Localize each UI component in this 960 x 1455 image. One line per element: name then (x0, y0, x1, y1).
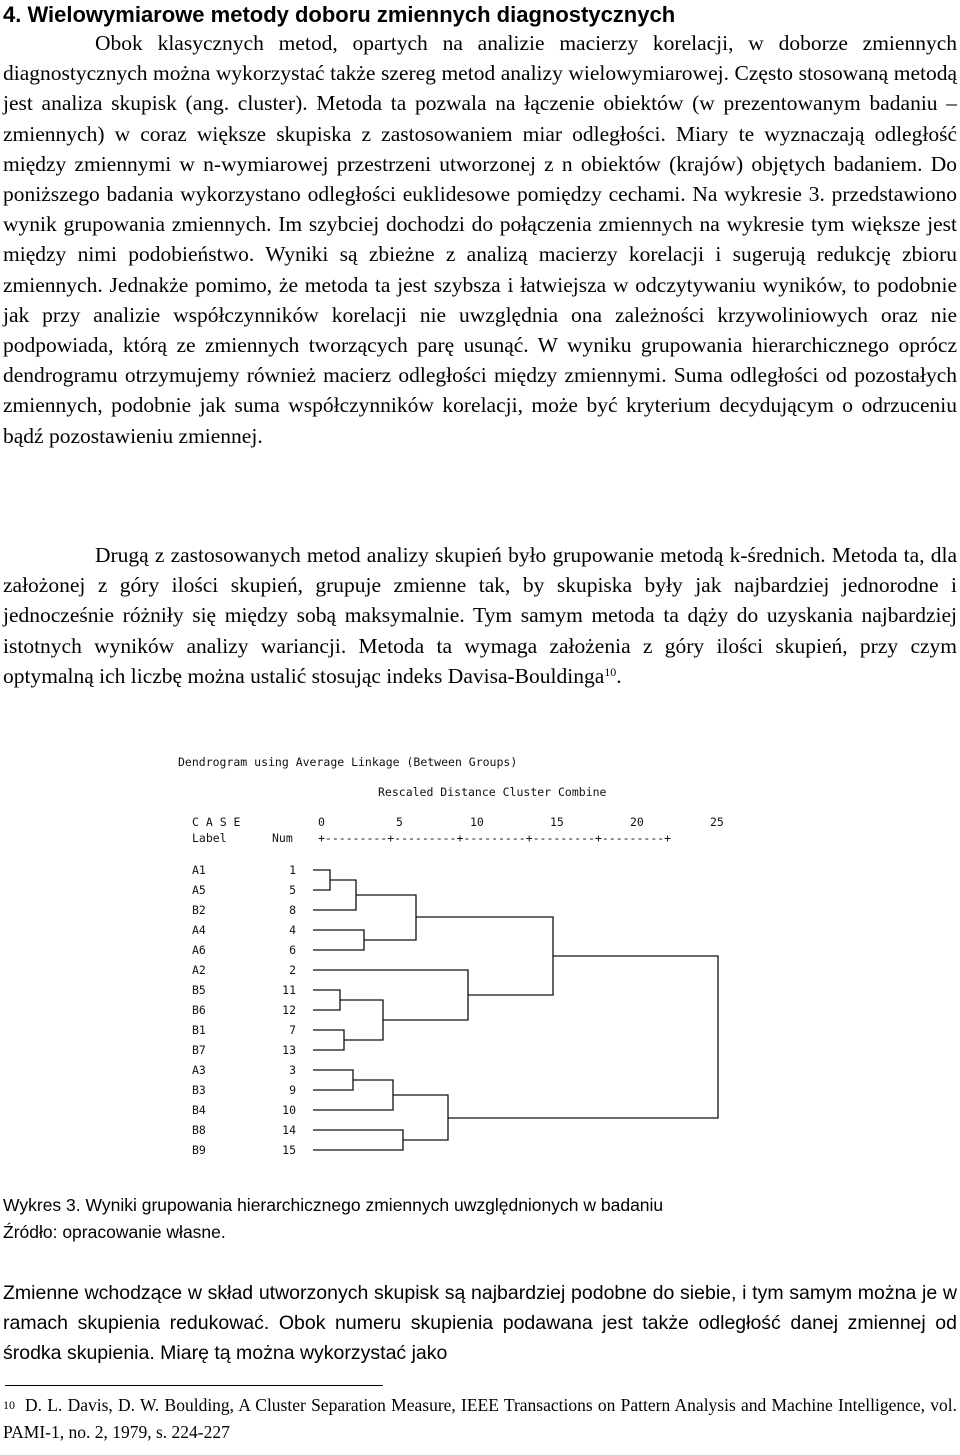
paragraph-2-end: . (616, 663, 622, 688)
dendrogram-tree (313, 870, 718, 1150)
section-heading: 4. Wielowymiarowe metody doboru zmiennych diagnostycznych (3, 2, 676, 27)
merge-a-groups (356, 895, 416, 940)
case-number: 3 (289, 1063, 296, 1077)
scale-label: 25 (710, 815, 724, 829)
paragraph-2 (0, 540, 960, 691)
scale-label: 20 (630, 815, 644, 829)
merge-b-tail (393, 1095, 448, 1140)
scale-axis: +---------+---------+---------+---------+---------+ (318, 831, 672, 845)
figure-source: Źródło: opracowanie własne. (3, 1222, 226, 1242)
case-label: A4 (192, 923, 206, 937)
dendrogram-subtitle: Rescaled Distance Cluster Combine (378, 785, 607, 799)
dendrogram-figure (178, 752, 738, 1167)
scale-label: 10 (470, 815, 484, 829)
case-label: B5 (192, 983, 206, 997)
num-header: Num (272, 831, 293, 845)
case-label: A2 (192, 963, 206, 977)
merge-a4-a6 (313, 930, 364, 950)
case-label: B8 (192, 1123, 206, 1137)
case-number: 2 (289, 963, 296, 977)
case-number: 14 (282, 1123, 296, 1137)
merge-b2 (313, 880, 356, 910)
paragraph-3: Zmienne wchodzące w skład utworzonych skupisk są najbardziej podobne do siebie, i tym samym można je w ramach skupienia redukować. Obok numeru skupienia podawana jest także odległość danej zmiennej od środka skupienia. Miarę tą można wykorzystać jako (3, 1282, 957, 1364)
footnote-divider (5, 1385, 383, 1386)
case-number: 13 (282, 1043, 296, 1057)
merge-a1-a5 (313, 870, 330, 890)
paragraph-2-text: Drugą z zastosowanych metod analizy skupień było grupowanie metodą k-średnich. Metoda ta, dla założonej z góry ilości skupień, grupuje zmienne tak, by skupiska były jak najbardziej jednorodne i jednocześnie różniły się między sobą maksymalnie. Tym samym metoda ta dąży do uzyskania najbardziej istotnych wyników analizy wariancji. Metoda ta wymaga założenia z góry ilości skupień, przy czym optymalną ich liczbę można ustalić stosując indeks Davisa-Bouldinga (3, 543, 957, 688)
scale-label: 15 (550, 815, 564, 829)
dendrogram-rows (192, 863, 296, 1157)
case-number: 12 (282, 1003, 296, 1017)
case-label: A6 (192, 943, 206, 957)
figure-caption: Wykres 3. Wyniki grupowania hierarchicznego zmiennych uwzględnionych w badaniu (3, 1195, 664, 1215)
merge-b1-b7 (313, 1030, 344, 1050)
case-label: B1 (192, 1023, 206, 1037)
merge-a2 (313, 970, 468, 1020)
case-number: 4 (289, 923, 296, 937)
merge-root (448, 956, 718, 1118)
scale-label: 0 (318, 815, 325, 829)
case-label: A1 (192, 863, 206, 877)
paragraph-1: Obok klasycznych metod, opartych na analizie macierzy korelacji, w doborze zmiennych diagnostycznych można wykorzystać także szereg metod analizy wielowymiarowej. Często stosowaną metodą jest analiza skupisk (ang. cluster). Metoda ta pozwala na łączenie obiektów (w prezentowanym badaniu – zmiennych) w coraz większe skupiska z zastosowaniem miar odległości. Miary te wyznaczają odległość między zmiennymi w n-wymiarowej przestrzeni utworzonej z n obiektów (krajów) objętych badaniem. Do poniższego badania wykorzystano odległości euklidesowe pomiędzy cechami. Na wykresie 3. przedstawiono wynik grupowania zmiennych. Im szybciej dochodzi do połączenia zmiennych na wykresie tym większe jest między nimi podobieństwo. Wyniki są zbieżne z analizą macierzy korelacji i sugerują redukcję zbioru zmiennych. Jednakże pomimo, że metoda ta jest szybsza i łatwiejsza w odczytywaniu wyników, to podobnie jak przy analizie współczynników korelacji nie uwzględnia ona zależności krzywoliniowych oraz nie podpowiada, którą ze zmiennych tworzących parę usunąć. W wyniku grupowania hierarchicznego oprócz dendrogramu otrzymujemy również macierz odległości między zmiennymi. Suma odległości od pozostałych zmiennych, podobnie jak suma współczynników korelacji, może być kryterium decydującym o odrzuceniu bądź pozostawieniu zmiennej. (3, 31, 957, 448)
case-number: 8 (289, 903, 296, 917)
merge-a3-b3 (313, 1070, 353, 1090)
case-number: 10 (282, 1103, 296, 1117)
merge-main-1 (416, 917, 553, 995)
dendrogram-title: Dendrogram using Average Linkage (Between Groups) (178, 755, 518, 769)
footnote (0, 1392, 960, 1446)
merge-b5-b6 (313, 990, 340, 1010)
case-number: 9 (289, 1083, 296, 1097)
footnote-number: 10 (3, 1398, 15, 1412)
footnote-reference: 10 (604, 664, 617, 679)
case-label: B7 (192, 1043, 206, 1057)
case-number: 15 (282, 1143, 296, 1157)
case-number: 7 (289, 1023, 296, 1037)
case-label: B6 (192, 1003, 206, 1017)
scale-label: 5 (396, 815, 403, 829)
case-number: 6 (289, 943, 296, 957)
case-header: C A S E (192, 815, 241, 829)
case-label: B4 (192, 1103, 206, 1117)
case-number: 11 (282, 983, 296, 997)
label-header: Label (192, 831, 227, 845)
merge-b-groups (340, 1000, 383, 1040)
case-label: B3 (192, 1083, 206, 1097)
footnote-text: D. L. Davis, D. W. Boulding, A Cluster Separation Measure, IEEE Transactions on Pattern Analysis and Machine Intelligence, vol. PAMI-1, no. 2, 1979, s. 224-227 (3, 1395, 957, 1442)
case-label: A5 (192, 883, 206, 897)
case-number: 1 (289, 863, 296, 877)
case-label: A3 (192, 1063, 206, 1077)
case-label: B2 (192, 903, 206, 917)
merge-b8-b9 (313, 1130, 403, 1150)
case-number: 5 (289, 883, 296, 897)
case-label: B9 (192, 1143, 206, 1157)
